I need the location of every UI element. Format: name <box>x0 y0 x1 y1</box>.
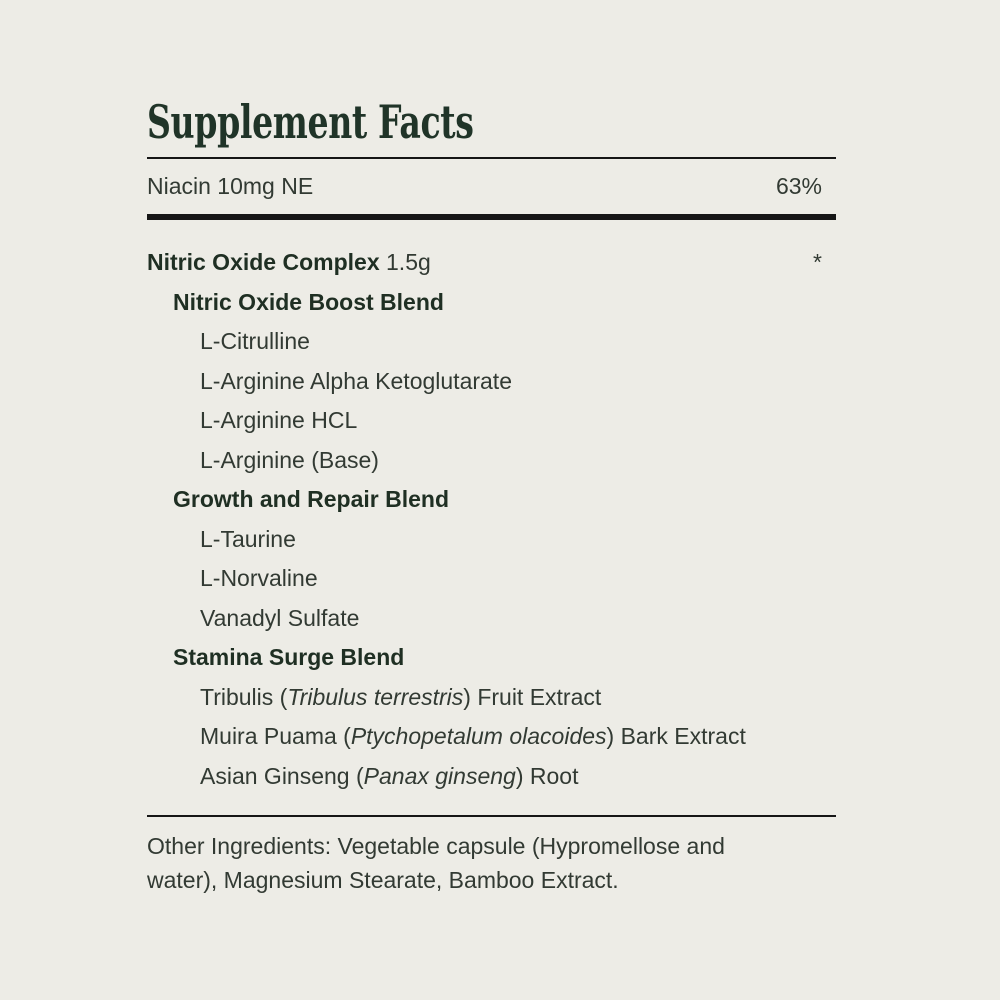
ingredient-name: L-Citrulline <box>200 328 310 355</box>
blend-name: Growth and Repair Blend <box>173 486 450 513</box>
ingredient-name: L-Taurine <box>200 525 296 552</box>
complex-amount: 1.5g <box>386 249 431 276</box>
ingredient-name: L-Arginine HCL <box>200 407 358 434</box>
divider-thin-bottom <box>147 815 836 817</box>
blend-heading <box>147 480 836 520</box>
ingredient-name-botanical <box>147 684 601 711</box>
complex-name-amount <box>147 249 431 276</box>
ingredient-name: Vanadyl Sulfate <box>200 604 360 631</box>
complex-name: Nitric Oxide Complex <box>147 249 380 276</box>
ingredient-common-name: Muira Puama ( <box>200 723 351 750</box>
ingredient-common-name: Asian Ginseng ( <box>200 762 364 789</box>
ingredient-row <box>147 599 836 639</box>
ingredient-name-botanical <box>147 723 746 750</box>
ingredient-row <box>147 401 836 441</box>
blend-heading <box>147 283 836 323</box>
ingredient-latin-name: Panax ginseng <box>363 762 516 789</box>
ingredient-part: ) Bark Extract <box>606 723 746 750</box>
blend-name: Nitric Oxide Boost Blend <box>173 288 444 315</box>
ingredient-row <box>147 559 836 599</box>
nutrient-row-niacin <box>147 159 836 214</box>
ingredient-row <box>147 757 836 797</box>
blend-name: Stamina Surge Blend <box>173 644 405 671</box>
ingredient-latin-name: Ptychopetalum olacoides <box>350 723 607 750</box>
ingredient-common-name: Tribulis ( <box>200 683 288 710</box>
divider-thick <box>147 214 836 220</box>
ingredient-latin-name: Tribulus terrestris <box>287 683 464 710</box>
ingredient-part: ) Fruit Extract <box>463 683 602 710</box>
ingredient-name: L-Norvaline <box>200 565 318 592</box>
supplement-facts-panel <box>147 0 836 897</box>
facts-list <box>147 243 836 796</box>
ingredient-row <box>147 441 836 481</box>
ingredient-row <box>147 717 836 757</box>
ingredient-row <box>147 322 836 362</box>
ingredient-part: ) Root <box>515 762 579 789</box>
ingredient-row <box>147 520 836 560</box>
ingredient-name-botanical <box>147 763 578 790</box>
panel-title-text: Supplement Facts <box>147 95 474 149</box>
ingredient-row <box>147 678 836 718</box>
ingredient-row <box>147 362 836 402</box>
ingredient-name: L-Arginine (Base) <box>200 446 379 473</box>
panel-title <box>147 0 836 148</box>
nutrient-name: Niacin 10mg NE <box>147 173 314 199</box>
other-ingredients-text: Other Ingredients: Vegetable capsule (Hypromellose and water), Magnesium Stearate, Bamboo Extract. <box>147 833 725 893</box>
complex-daily-value-asterisk: * <box>813 249 822 276</box>
complex-row <box>147 243 836 283</box>
ingredient-name: L-Arginine Alpha Ketoglutarate <box>200 367 512 394</box>
nutrient-daily-value: 63% <box>775 173 822 199</box>
blend-heading <box>147 638 836 678</box>
